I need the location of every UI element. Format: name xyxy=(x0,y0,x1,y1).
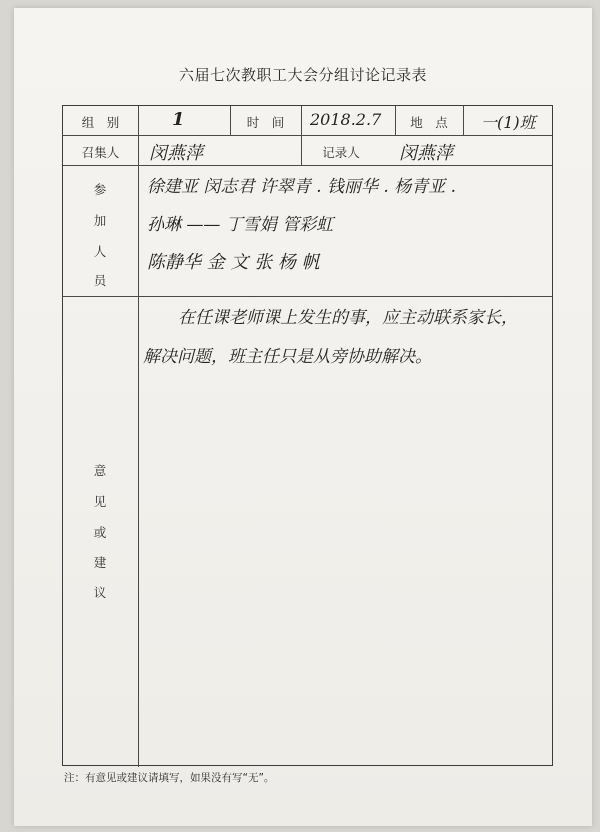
time-value: 2018.2.7 xyxy=(310,110,382,129)
participants-line: 陈静华 金 文 张 杨 帆 xyxy=(147,252,320,273)
opinion-label-char: 议 xyxy=(93,585,107,600)
row-divider xyxy=(63,165,552,166)
participants-line: 徐建亚 闵志君 许翠青 . 钱丽华 . 杨青亚 . xyxy=(147,177,457,197)
convener-label: 召集人 xyxy=(81,145,120,160)
row-divider xyxy=(63,296,552,297)
form-paper xyxy=(14,8,592,826)
row-divider xyxy=(63,135,552,136)
opinion-line: 在任课老师课上发生的事，应主动联系家长， xyxy=(178,308,518,328)
group-label: 组 别 xyxy=(81,115,120,130)
place-label: 地 点 xyxy=(410,115,448,130)
opinion-label-char: 建 xyxy=(93,555,107,570)
recorder-label: 记录人 xyxy=(322,145,360,160)
time-label: 时 间 xyxy=(246,115,285,130)
column-divider xyxy=(463,106,464,135)
form-title: 六届七次教职工大会分组讨论记录表 xyxy=(178,66,427,84)
opinion-label-char: 意 xyxy=(93,463,107,478)
place-value: 一(1)班 xyxy=(481,113,536,132)
convener-value: 闵燕萍 xyxy=(149,143,203,164)
footer-note: 注：有意见或建议请填写，如果没有写“无”。 xyxy=(64,772,275,784)
group-value: 1 xyxy=(172,109,185,130)
participants-label-char: 人 xyxy=(93,244,107,259)
recorder-value: 闵燕萍 xyxy=(399,143,453,164)
column-divider xyxy=(138,106,139,767)
opinion-label-char: 见 xyxy=(93,494,107,509)
opinion-line: 解决问题，班主任只是从旁协助解决。 xyxy=(143,347,432,367)
participants-label-char: 参 xyxy=(93,182,107,197)
participants-label-char: 员 xyxy=(93,273,107,288)
opinion-label-char: 或 xyxy=(93,525,107,540)
participants-label-char: 加 xyxy=(93,213,107,228)
participants-line: 孙琳 —— 丁雪娟 管彩虹 xyxy=(147,215,334,235)
record-table xyxy=(62,105,553,766)
